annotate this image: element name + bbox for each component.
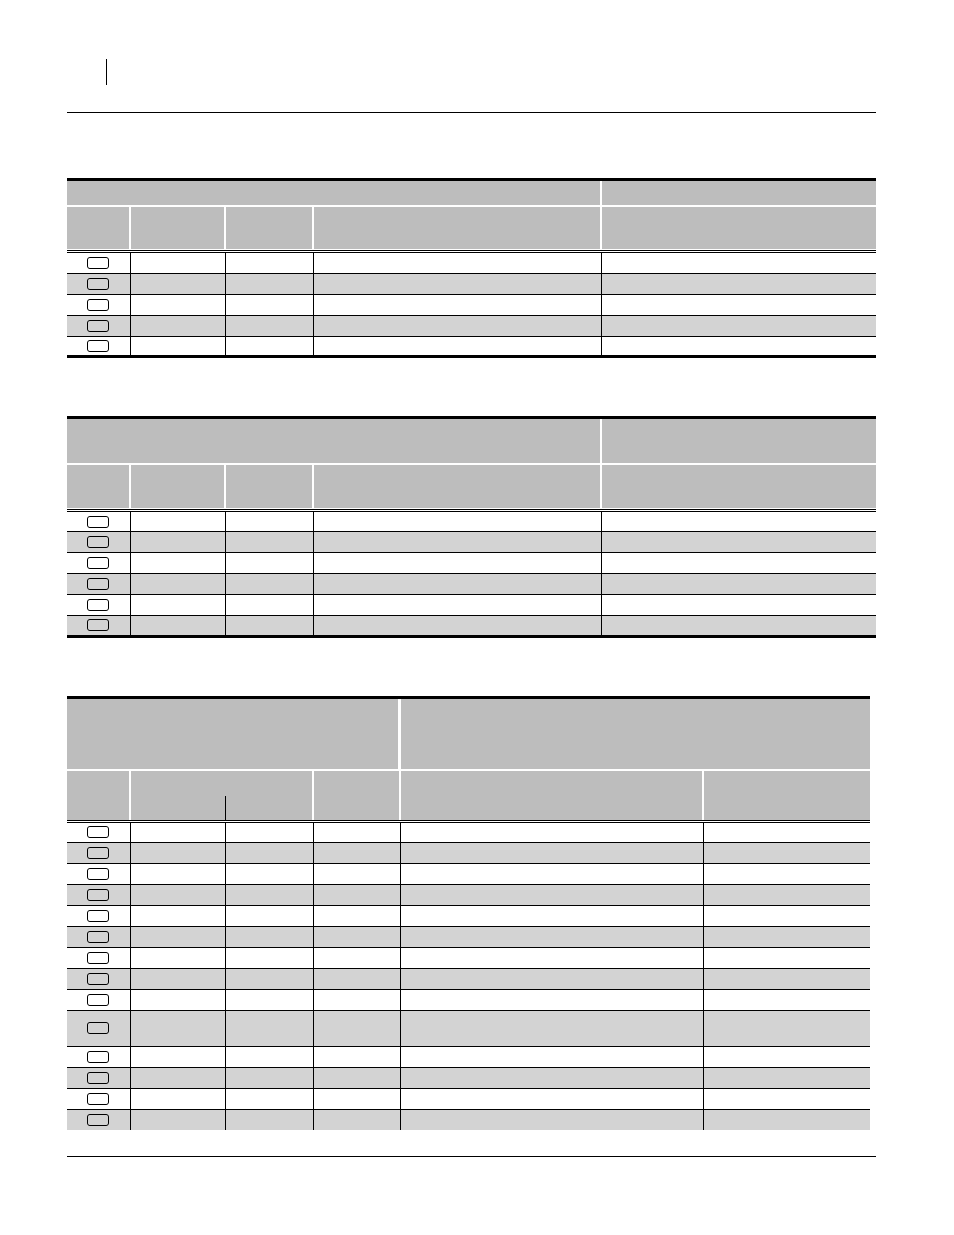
table-column-header — [131, 771, 312, 820]
row-rule — [67, 1010, 870, 1011]
key-icon — [87, 599, 109, 611]
table-3 — [67, 696, 870, 1132]
table-column-header — [314, 771, 399, 820]
col-rule — [225, 823, 226, 1130]
key-icon — [87, 952, 109, 964]
col-subrule — [225, 796, 226, 820]
table-row — [67, 906, 870, 926]
table-group-header-right — [602, 181, 876, 205]
row-rule — [67, 842, 870, 843]
table-row — [67, 1110, 870, 1130]
key-icon — [87, 910, 109, 922]
table-row — [67, 337, 876, 355]
table-group-header-left — [67, 699, 398, 769]
key-icon — [87, 299, 109, 311]
row-rule — [67, 573, 876, 574]
table-column-header — [67, 207, 129, 249]
header-bottom-rule — [67, 250, 876, 251]
table-row — [67, 1068, 870, 1088]
col-rule — [225, 253, 226, 355]
key-icon — [87, 994, 109, 1006]
table-row — [67, 969, 870, 989]
table-group-header-left — [67, 181, 600, 205]
row-rule — [67, 1067, 870, 1068]
table-row — [67, 927, 870, 947]
key-icon — [87, 1093, 109, 1105]
table-row — [67, 1047, 870, 1067]
row-rule — [67, 615, 876, 616]
row-rule — [67, 273, 876, 274]
key-icon — [87, 619, 109, 631]
table-row — [67, 595, 876, 615]
col-rule — [130, 823, 131, 1130]
row-rule — [67, 1109, 870, 1110]
table-row — [67, 253, 876, 273]
table-2 — [67, 416, 876, 638]
table-column-header — [602, 465, 876, 508]
header-bottom-rule — [67, 509, 876, 510]
table-row — [67, 864, 870, 884]
table-column-header — [401, 771, 702, 820]
header-rule — [67, 112, 876, 113]
table-row — [67, 948, 870, 968]
table-row — [67, 532, 876, 552]
header-margin-bar — [106, 59, 107, 85]
table-row — [67, 823, 870, 842]
table-column-header — [131, 465, 224, 508]
key-icon — [87, 931, 109, 943]
header-bottom-rule — [67, 820, 870, 821]
row-rule — [67, 926, 870, 927]
table-column-header — [226, 207, 312, 249]
table-bottom-rule — [67, 355, 876, 358]
key-icon — [87, 578, 109, 590]
table-row — [67, 885, 870, 905]
table-column-header — [704, 771, 870, 820]
table-column-header — [131, 207, 224, 249]
key-icon — [87, 1051, 109, 1063]
table-column-header — [226, 465, 312, 508]
col-rule — [601, 512, 602, 635]
key-icon — [87, 320, 109, 332]
row-rule — [67, 336, 876, 337]
table-row — [67, 512, 876, 531]
table-row — [67, 616, 876, 635]
table-row — [67, 553, 876, 573]
key-icon — [87, 847, 109, 859]
col-rule — [130, 512, 131, 635]
col-rule — [703, 823, 704, 1130]
col-rule — [313, 512, 314, 635]
table-1 — [67, 178, 876, 358]
row-rule — [67, 863, 870, 864]
table-column-header — [602, 207, 876, 249]
row-rule — [67, 531, 876, 532]
key-icon — [87, 257, 109, 269]
table-bottom-rule — [67, 635, 876, 638]
row-rule — [67, 884, 870, 885]
key-icon — [87, 278, 109, 290]
key-icon — [87, 1114, 109, 1126]
footer-rule — [67, 1156, 876, 1157]
table-row — [67, 316, 876, 336]
row-rule — [67, 1046, 870, 1047]
col-rule — [130, 253, 131, 355]
row-rule — [67, 968, 870, 969]
row-rule — [67, 947, 870, 948]
row-rule — [67, 594, 876, 595]
table-row — [67, 990, 870, 1010]
table-column-header — [314, 207, 600, 249]
col-rule — [313, 823, 314, 1130]
row-rule — [67, 989, 870, 990]
table-row — [67, 1011, 870, 1046]
table-row — [67, 274, 876, 294]
key-icon — [87, 340, 109, 352]
table-row — [67, 843, 870, 863]
col-rule — [313, 253, 314, 355]
table-row — [67, 574, 876, 594]
table-row — [67, 1089, 870, 1109]
key-icon — [87, 973, 109, 985]
key-icon — [87, 536, 109, 548]
row-rule — [67, 1088, 870, 1089]
key-icon — [87, 516, 109, 528]
row-rule — [67, 315, 876, 316]
row-rule — [67, 905, 870, 906]
key-icon — [87, 1072, 109, 1084]
table-column-header — [67, 465, 129, 508]
key-icon — [87, 557, 109, 569]
table-group-header-right — [602, 419, 876, 463]
col-rule — [225, 512, 226, 635]
table-column-header — [67, 771, 129, 820]
table-group-header-right — [401, 699, 870, 769]
table-row — [67, 295, 876, 315]
table-column-header — [314, 465, 600, 508]
key-icon — [87, 826, 109, 838]
col-rule — [601, 253, 602, 355]
table-group-header-left — [67, 419, 600, 463]
row-rule — [67, 552, 876, 553]
key-icon — [87, 1022, 109, 1034]
key-icon — [87, 868, 109, 880]
col-rule — [400, 823, 401, 1130]
row-rule — [67, 294, 876, 295]
key-icon — [87, 889, 109, 901]
